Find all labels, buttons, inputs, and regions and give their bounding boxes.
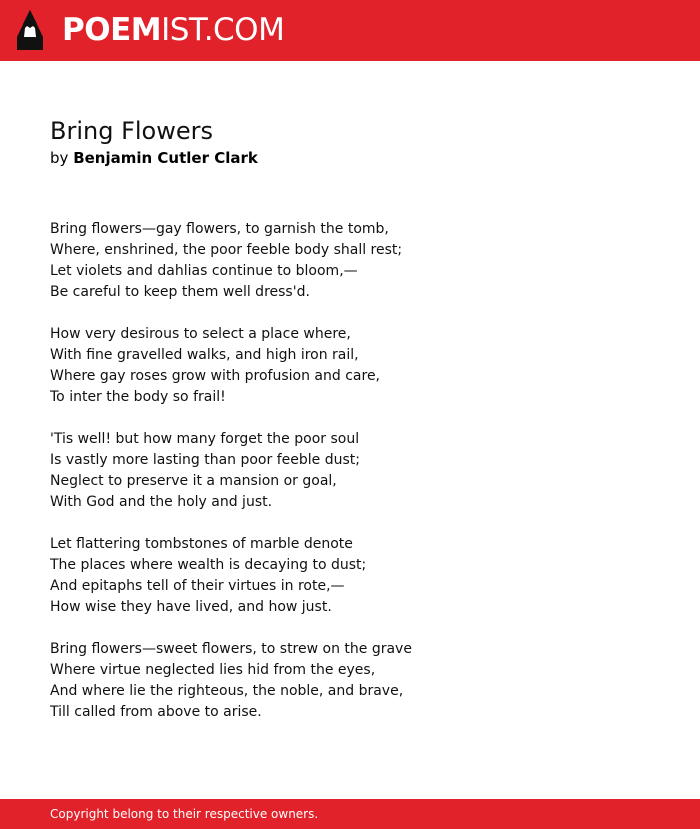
logo-text-bold: POEM — [62, 12, 162, 48]
poem-line: With fine gravelled walks, and high iron rail, — [50, 347, 359, 363]
poem-line: With God and the holy and just. — [50, 494, 273, 510]
poem-stanza — [50, 324, 650, 408]
poem-body — [50, 219, 650, 744]
poem-line: The places where wealth is decaying to dust; — [50, 557, 367, 573]
poem-line: Is vastly more lasting than poor feeble dust; — [50, 452, 360, 468]
poem-line: How wise they have lived, and how just. — [50, 599, 332, 615]
poem-line: Where gay roses grow with profusion and care, — [50, 368, 381, 384]
poem-stanza — [50, 534, 650, 618]
poem-stanza — [50, 219, 650, 303]
poem-stanza — [50, 429, 650, 513]
site-logo[interactable] — [62, 11, 284, 49]
poem-line: Let violets and dahlias continue to bloom,— — [50, 263, 358, 279]
poem-line: Till called from above to arise. — [50, 704, 262, 720]
poem-line: Where virtue neglected lies hid from the eyes, — [50, 662, 376, 678]
poem-line: Bring flowers—sweet flowers, to strew on the grave — [50, 641, 412, 657]
poem-line: And where lie the righteous, the noble, and brave, — [50, 683, 404, 699]
site-footer — [0, 799, 700, 829]
poem-line: Let flattering tombstones of marble denote — [50, 536, 353, 552]
poem-title: Bring Flowers — [50, 117, 213, 145]
poem-line: Be careful to keep them well dress'd. — [50, 284, 310, 300]
poem-stanza — [50, 639, 650, 723]
poem-line: Bring flowers—gay flowers, to garnish the tomb, — [50, 221, 389, 237]
pencil-logo-icon[interactable] — [16, 9, 44, 51]
poem-line: Where, enshrined, the poor feeble body shall rest; — [50, 242, 403, 258]
site-header — [0, 0, 700, 61]
poem-line: To inter the body so frail! — [50, 389, 226, 405]
byline — [50, 148, 258, 169]
poem-line: And epitaphs tell of their virtues in rote,— — [50, 578, 345, 594]
poem-line: How very desirous to select a place where, — [50, 326, 351, 342]
poem-line: 'Tis well! but how many forget the poor soul — [50, 431, 360, 447]
poem-author: Benjamin Cutler Clark — [73, 149, 258, 167]
by-label: by — [50, 149, 69, 167]
logo-text-light: IST.COM — [161, 12, 285, 48]
poem-line: Neglect to preserve it a mansion or goal, — [50, 473, 337, 489]
copyright-text: Copyright belong to their respective owners. — [50, 807, 319, 821]
